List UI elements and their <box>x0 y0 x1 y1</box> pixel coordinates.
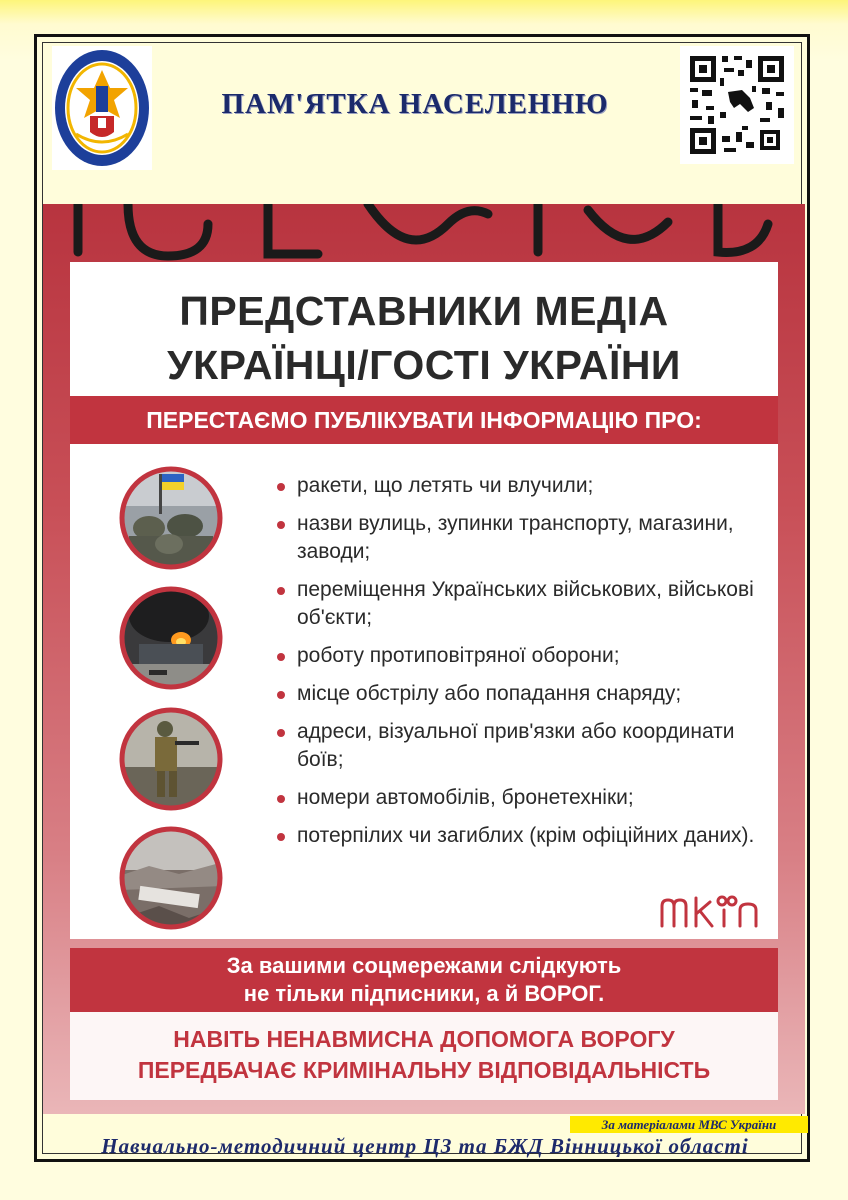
headline-line1: ПРЕДСТАВНИКИ МЕДІА <box>179 288 669 334</box>
media-poster <box>43 204 805 1114</box>
headline <box>70 284 778 392</box>
list-item: потерпілих чи загиблих (крім офіційних даних). <box>275 822 770 850</box>
warning-line2: ПЕРЕДБАЧАЄ КРИМІНАЛЬНУ ВІДПОВІДАЛЬНІСТЬ <box>137 1057 711 1083</box>
destroyed-street-photo-icon <box>119 826 223 930</box>
social-warning <box>70 948 778 1012</box>
headline-line2: УКРАЇНЦІ/ГОСТІ УКРАЇНИ <box>167 342 681 388</box>
soldiers-flag-photo-icon <box>119 466 223 570</box>
subheadline: ПЕРЕСТАЄМО ПУБЛІКУВАТИ ІНФОРМАЦІЮ ПРО: <box>70 396 778 444</box>
qr-code-icon <box>680 46 794 164</box>
list-item: ракети, що летять чи влучили; <box>275 472 770 500</box>
list-item: роботу протиповітряної оборони; <box>275 642 770 670</box>
decorative-lines-icon <box>68 204 804 262</box>
list-item: адреси, візуальної прив'язки або координати боїв; <box>275 718 770 774</box>
list-item: місце обстрілу або попадання снаряду; <box>275 680 770 708</box>
soldier-photo-icon <box>119 707 223 811</box>
civil-protection-emblem-icon <box>52 46 152 170</box>
qr-code-container[interactable] <box>680 46 794 164</box>
criminal-warning <box>70 1012 778 1100</box>
social-line2: не тільки підписники, а й ВОРОГ. <box>243 981 605 1006</box>
page-title: ПАМ'ЯТКА НАСЕЛЕННЮ <box>221 88 609 120</box>
social-line1: За вашими соцмережами слідкують <box>226 953 622 978</box>
info-list <box>275 472 770 860</box>
mkip-logo-icon <box>658 892 770 932</box>
source-note: За матеріалами МВС України <box>570 1116 808 1133</box>
list-panel <box>70 444 778 939</box>
list-item: назви вулиць, зупинки транспорту, магазини, заводи; <box>275 510 770 566</box>
warning-line1: НАВІТЬ НЕНАВМИСНА ДОПОМОГА ВОРОГУ <box>173 1026 675 1052</box>
burning-vehicle-photo-icon <box>119 586 223 690</box>
list-item: номери автомобілів, бронетехніки; <box>275 784 770 812</box>
list-item: переміщення Українських військових, військові об'єкти; <box>275 576 770 632</box>
footer-organization: Навчально-методичний центр ЦЗ та БЖД Вінницької області <box>101 1134 749 1158</box>
